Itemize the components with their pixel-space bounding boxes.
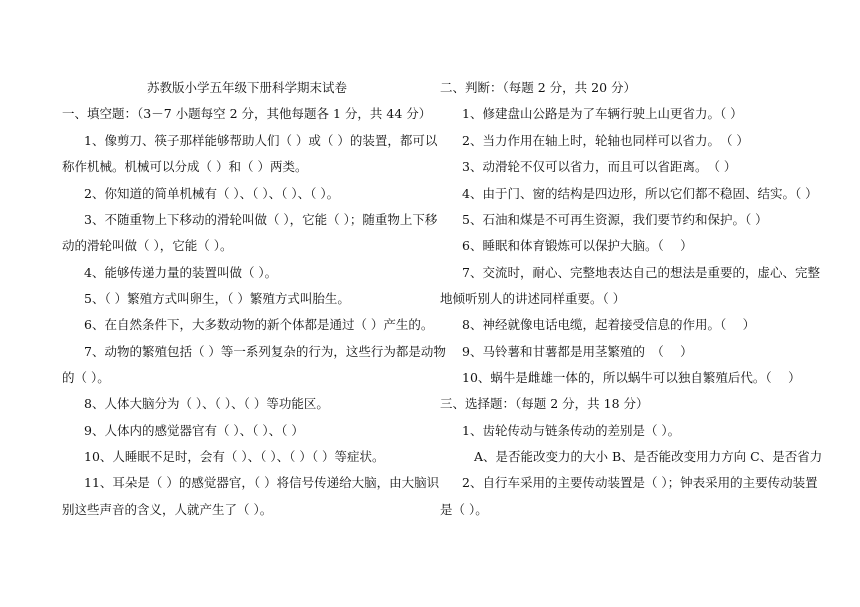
fill-q10: 10、人睡眠不足时，会有（ ）、（ ）、（ ）（ ）等症状。: [84, 449, 385, 464]
fill-q11-line2: 别这些声音的含义，人就产生了（ ）。: [62, 502, 273, 517]
judge-q3: 3、动滑轮不仅可以省力，而且可以省距离。 （ ）: [462, 159, 737, 174]
fill-q7-line2: 的（ ）。: [62, 370, 110, 385]
fill-q3-line1: 3、不随重物上下移动的滑轮叫做（ ），它能（ ）；随重物上下移: [84, 212, 438, 227]
judge-q8: 8、神经就像电话电缆，起着接受信息的作用。（ ）: [462, 317, 756, 332]
fill-q5: 5、（ ）繁殖方式叫卵生，（ ）繁殖方式叫胎生。: [84, 291, 350, 306]
choice-q2-line1: 2、自行车采用的主要传动装置是（ ）；钟表采用的主要传动装置: [462, 475, 818, 490]
fill-q6: 6、在自然条件下，大多数动物的新个体都是通过（ ）产生的。: [84, 317, 434, 332]
judge-q5: 5、石油和煤是不可再生资源，我们要节约和保护。（ ）: [462, 212, 768, 227]
judge-q6: 6、睡眠和体育锻炼可以保护大脑。（ ）: [462, 238, 693, 253]
fill-q1-line1: 1、像剪刀、筷子那样能够帮助人们（ ）或（ ）的装置，都可以: [84, 133, 438, 148]
judge-q7-line1: 7、交流时，耐心、完整地表达自己的想法是重要的，虚心、完整: [462, 265, 820, 280]
fill-q4: 4、能够传递力量的装置叫做（ ）。: [84, 265, 278, 280]
section2-heading: 二、判断：（每题 2 分，共 20 分）: [440, 80, 637, 95]
choice-q1-options: A、是否能改变力的大小 B、是否能改变用力方向 C、是否省力: [474, 449, 823, 464]
exam-title: 苏教版小学五年级下册科学期末试卷: [147, 80, 348, 95]
judge-q9: 9、马铃薯和甘薯都是用茎繁殖的 （ ）: [462, 344, 693, 359]
section1-heading: 一、填空题：（3－7 小题每空 2 分，其他每题各 1 分，共 44 分）: [62, 106, 432, 121]
judge-q4: 4、由于门、窗的结构是四边形，所以它们都不稳固、结实。（ ）: [462, 186, 818, 201]
judge-q2: 2、当力作用在轴上时，轮轴也同样可以省力。 （ ）: [462, 133, 749, 148]
fill-q8: 8、人体大脑分为（ ）、（ ）、（ ）等功能区。: [84, 396, 329, 411]
choice-q2-line2: 是（ ）。: [440, 502, 488, 517]
fill-q2: 2、你知道的简单机械有（ ）、（ ）、（ ）、（ ）。: [84, 186, 340, 201]
judge-q10: 10、蜗牛是雌雄一体的，所以蜗牛可以独自繁殖后代。（ ）: [462, 370, 801, 385]
fill-q3-line2: 动的滑轮叫做（ ），它能（ ）。: [62, 238, 233, 253]
choice-q1: 1、齿轮传动与链条传动的差别是（ ）。: [462, 423, 681, 438]
fill-q7-line1: 7、动物的繁殖包括（ ）等一系列复杂的行为，这些行为都是动物: [84, 344, 446, 359]
judge-q7-line2: 地倾听别人的讲述同样重要。（ ）: [440, 291, 626, 306]
fill-q1-line2: 称作机械。机械可以分成（ ）和（ ）两类。: [62, 159, 308, 174]
fill-q9: 9、人体内的感觉器官有（ ）、（ ）、（ ）: [84, 423, 304, 438]
section3-heading: 三、选择题：（每题 2 分，共 18 分）: [440, 396, 649, 411]
judge-q1: 1、修建盘山公路是为了车辆行驶上山更省力。（ ）: [462, 106, 743, 121]
fill-q11-line1: 11、耳朵是（ ）的感觉器官，（ ）将信号传递给大脑，由大脑识: [84, 475, 440, 490]
